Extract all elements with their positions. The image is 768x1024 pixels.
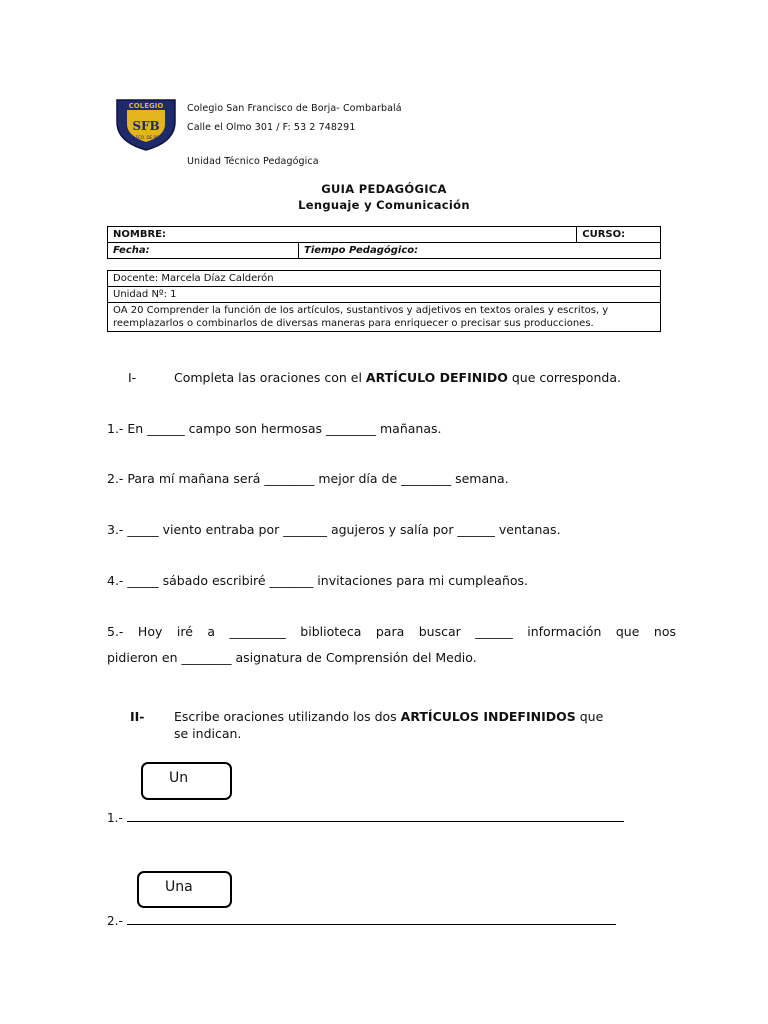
fecha-cell[interactable] [108, 243, 299, 259]
answer-line-2[interactable] [107, 914, 616, 928]
school-name: Colegio San Francisco de Borja- Combarbalá [187, 103, 402, 114]
word-box-una [137, 871, 232, 908]
fecha-label: Fecha: [113, 245, 150, 256]
section2-instruction [174, 709, 674, 724]
section2-number: II- [130, 709, 145, 724]
page-subtitle: Lenguaje y Comunicación [298, 198, 470, 212]
section2-text-bold: ARTÍCULOS INDEFINIDOS [400, 709, 576, 724]
section1-text-bold: ARTÍCULO DEFINIDO [365, 370, 508, 385]
sentence-2: 2.- Para mí mañana será ________ mejor día de ________ semana. [107, 471, 509, 486]
tiempo-cell[interactable] [299, 243, 661, 259]
section1-instruction [174, 370, 621, 385]
info-table [107, 270, 661, 332]
nombre-label: NOMBRE: [113, 229, 166, 240]
tiempo-label: Tiempo Pedagógico: [304, 245, 419, 256]
objetivo-cell: OA 20 Comprender la función de los artículos, sustantivos y adjetivos en textos orales y escritos, y reemplazarlos o combinarlos de diversas maneras para enriquecer o precisar sus producciones. [108, 303, 661, 332]
word-box-un-label: Un [169, 770, 189, 786]
section1-text-after: que corresponda. [507, 370, 621, 385]
section1-number: I- [128, 370, 137, 385]
sentence-3: 3.- _____ viento entraba por _______ agujeros y salía por ______ ventanas. [107, 522, 561, 537]
sentence-5-line2: pidieron en ________ asignatura de Comprensión del Medio. [107, 650, 477, 665]
curso-cell[interactable] [577, 227, 661, 243]
sentence-4: 4.- _____ sábado escribiré _______ invitaciones para mi cumpleaños. [107, 573, 528, 588]
section2-instruction-line2: se indican. [174, 726, 242, 741]
student-table [107, 226, 661, 259]
section1-text-before: Completa las oraciones con el [174, 370, 366, 385]
unidad-cell: Unidad Nº: 1 [108, 287, 661, 303]
docente-cell: Docente: Marcela Díaz Calderón [108, 271, 661, 287]
answer-line-1-label: 1.- [107, 811, 123, 825]
nombre-cell[interactable] [108, 227, 577, 243]
section2-text-after: que [575, 709, 604, 724]
school-unit: Unidad Técnico Pedagógica [187, 156, 319, 167]
sentence-5-line1: 5.- Hoy iré a _________ biblioteca para buscar ______ información que nos [107, 624, 676, 639]
sentence-1: 1.- En ______ campo son hermosas ________ mañanas. [107, 421, 442, 436]
answer-line-1-blank[interactable] [127, 811, 624, 822]
word-box-una-label: Una [165, 879, 193, 895]
answer-line-2-blank[interactable] [127, 914, 616, 925]
answer-line-1[interactable] [107, 811, 624, 825]
section2-text-before: Escribe oraciones utilizando los dos [174, 709, 401, 724]
answer-line-2-label: 2.- [107, 914, 123, 928]
logo-text-bottom: SAN FCO. DE BORJA [126, 135, 166, 140]
curso-label: CURSO: [582, 229, 626, 240]
word-box-un [141, 762, 232, 800]
page-title: GUIA PEDAGÓGICA [321, 182, 447, 196]
logo-monogram: SFB [132, 119, 160, 133]
school-logo [113, 96, 179, 152]
school-address: Calle el Olmo 301 / F: 53 2 748291 [187, 122, 356, 133]
logo-text-top: COLEGIO [128, 102, 164, 110]
